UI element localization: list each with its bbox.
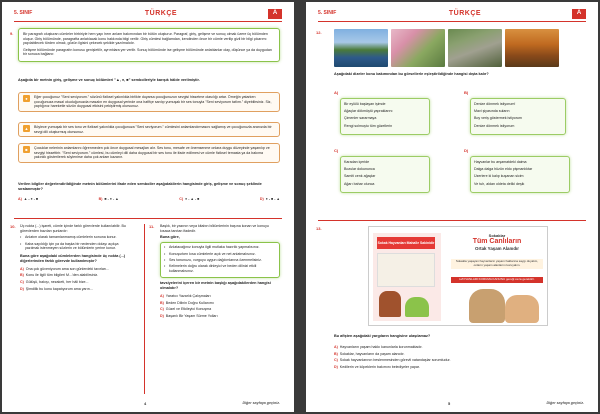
option-text: ■ - ● - ▲ [104, 197, 119, 201]
option-letter: C) [334, 358, 338, 363]
page-header [14, 8, 282, 19]
question-text: Bu afişten aşağıdaki yargıların hangisine ulaşılamaz? [334, 334, 431, 338]
option[interactable] [20, 273, 132, 278]
photo-strip [334, 29, 559, 67]
option-letter: B) [334, 351, 338, 356]
booklet-badge: A [268, 9, 282, 19]
option[interactable] [334, 352, 584, 357]
triangle-symbol-icon: ▲ [24, 125, 29, 131]
page-left [2, 2, 294, 412]
question-10 [20, 224, 132, 293]
option[interactable] [20, 280, 132, 285]
option-letter: D) [334, 365, 338, 370]
option-letter: D) [160, 313, 164, 318]
section-rule [318, 220, 586, 221]
option-letter: D) [259, 197, 264, 201]
option[interactable] [160, 294, 280, 299]
option-text: Yaratıcı Yazarlık Çalışmaları [165, 293, 211, 298]
option-letter: A) [20, 266, 24, 271]
question-label: Buna göre, [160, 235, 180, 240]
advice-list [164, 245, 276, 273]
option[interactable] [179, 197, 199, 202]
passage-paragraph: Gelişme bölümünde paragrafın konusu genişletilir, ayrıntılara yer verilir. Sonuç bölümünde ise gelişme bölümünde anlatılanlar olay, düşünce ya da duygudan bir sonuca bağlanır. [23, 47, 272, 57]
header-rule [14, 21, 282, 22]
poster-title-block [449, 233, 545, 252]
poem-card-a[interactable] [340, 98, 430, 135]
grade-label: 5. SINIF [14, 10, 33, 17]
poem-line: Denize dönmek istiyorum [474, 123, 515, 128]
list-item: • Kaba sayıldığı için ya da başka bir nedenden dolayı açıkça yazılmak istenmeyen sözlerin ve bölümlerin yerine konur. [20, 242, 132, 251]
option-letter: B) [98, 197, 103, 201]
question-number-9: 9. [10, 31, 14, 36]
poem-line: Mavi şiyasında suların [474, 109, 510, 114]
dog-image [379, 291, 401, 317]
poem-line: Denize dönmek istiyorum! [474, 102, 516, 106]
list-item: • Konuşurken kısa cümlelerle açık ve net anlatmalısınız. [164, 252, 276, 257]
list-item: • Anlatacağınız konuyla ilgili mutlaka hazırlık yapmalısınız. [164, 245, 276, 250]
poster-body: Sokakta yaşayan hayvanların yaşam haklarına saygı duyalım, onların yaşam alanlarını koruyalım. [451, 259, 543, 269]
poem-line: Ağarı bahar olunca [344, 181, 375, 186]
poem-line: Karadan içeride [344, 160, 370, 164]
question-number-12: 12. [316, 30, 322, 35]
options-list [334, 345, 584, 372]
subject-title: TÜRKÇE [448, 9, 482, 17]
option[interactable] [20, 287, 132, 292]
sentence-card [18, 92, 280, 112]
poster-title-line: Ortak Yaşam Alanıdır [475, 245, 519, 251]
poster-law-note: HAYVANLARI KORUMA KANUNU gereği ceza gerektirir. [451, 277, 543, 283]
question-intro: Üç nokta (...) işareti, cümle içinde farklı görevlerde kullanılabilir. Bu görevlerden bazıları şunlardır: [20, 224, 126, 233]
sentence-card [18, 143, 280, 163]
spring-blossom-photo [391, 29, 445, 67]
poem-line: Dalga dalga hüzün eldo pişmanlıktar [474, 167, 533, 172]
question-11 [160, 224, 280, 321]
option[interactable] [334, 365, 584, 370]
option-letter: C) [334, 148, 339, 153]
option-letter: B) [20, 273, 24, 278]
options-list [20, 267, 132, 292]
option-letter: C) [179, 197, 184, 201]
poem-line: Hayvanlar bu arşamatdeki daima [474, 160, 527, 164]
option-letter: B) [160, 300, 164, 305]
option-text: ▲ - ● - ■ [23, 197, 39, 201]
option-text: Başarılı Bir Yaşam Sürme Yolları [165, 313, 218, 318]
poem-line: Bir eylülü başlayan işimde [344, 102, 386, 106]
poem-line: Samiti cenk ağaçlar [344, 174, 376, 179]
list-item: • Anlatım olarak tamamlanmamış cümlelerin sonuna konur. [20, 235, 132, 240]
option-letter: C) [160, 307, 164, 312]
options-list [160, 294, 280, 319]
poem-card-b[interactable] [470, 98, 566, 135]
next-page-note: Diğer sayfaya geçiniz. [546, 401, 584, 406]
list-item: • Ses tonunuzu, vurguyu uygun dağılımlarına özenmelisiniz. [164, 258, 276, 263]
poster-notice-area [377, 253, 435, 287]
section-rule [14, 218, 282, 219]
poem-line: Bozular dokununca [344, 167, 375, 172]
puppy-image [469, 289, 505, 323]
option[interactable] [160, 301, 280, 306]
passage-box [18, 28, 280, 62]
poem-line: Boy veriş göstermek istiyorum [474, 116, 522, 121]
option-letter: A) [334, 90, 339, 95]
option-letter: D) [464, 148, 469, 153]
option-text: Konu ile ilgili tüm bilgileri M...'den alabilirsiniz. [25, 273, 99, 278]
sentence-text: Böylece yumuşak bir ses tonu ve fiziksel yakınlıkla çocuğunuza "Seni seviyorum." cümlesini anlamlandırmasını sağlamış ve çocuğunuzla aranızda bir sevgi dili oluşturmuş olursunuz. [34, 125, 272, 134]
poem-line: Ağaçlar dökmüştü yapraklarını [344, 109, 393, 114]
circle-symbol-icon: ● [23, 95, 30, 102]
question-text: Buna göre aşağıdaki cümlelerden hangisinde üç nokta (...) diğerlerinden farklı görevde kullanılmıştır? [20, 253, 126, 263]
option-text: Sokaklar, hayvanların da yaşam alanıdır. [339, 351, 405, 356]
question-number-11: 11. [149, 224, 155, 229]
grade-label: 5. SINIF [318, 10, 337, 17]
option[interactable] [334, 345, 584, 350]
option-letter: B) [464, 90, 469, 95]
poem-line: Ve tuh, aldan oldeta deliki deşik [474, 181, 525, 186]
poster-banner: Sokak Hayvanları Mahalle Sakinidir [377, 237, 435, 249]
question-number-13: 13. [316, 226, 322, 231]
option-letter: A) [334, 345, 338, 349]
option[interactable] [160, 314, 280, 319]
question-text: tavsiyelerini içeren bir metnin başlığı aşağıdakilerden hangisi olmalıdır? [160, 281, 271, 290]
option-text: ● - ■ - ▲ [265, 197, 280, 201]
question-text: Verilen bilgiler değerlendirildiğinde metnin bölümlerini ifade eden semboller aşağıdakilerin hangisinde giriş, gelişme ve sonuç şeklinde sıralanmıştır? [18, 182, 262, 191]
passage-paragraph: Bir paragrafı oluşturan cümleler birbiriyle hem yapı hem anlam bakımından bir bütün oluşturur. Paragraf, giriş, gelişme ve sonuç olmak üzere üç bölümden oluşur. Giriş bölümünde, paragrafta anlatılacak konu hakkında bilgi verilir. Giriş cümlesi bağlamdan, kendinden önce bir cümle verilip gizli bir bilgi çıkarımı yapılabilecek türden olmalı, gözün ilgisini çekecek şekilde yazılmalıdır. [23, 32, 268, 46]
option-text: Beden Dilinin Doğru Kullanımı [165, 300, 214, 305]
option[interactable] [18, 197, 38, 202]
sentence-card [18, 122, 280, 137]
next-page-note: Diğer sayfaya geçiniz. [242, 401, 280, 406]
advice-box [160, 242, 280, 278]
page-number: 4 [144, 400, 147, 406]
sentence-text: Çocuklar nelerinin anlamlarını öğrenmeden çok önce duygusal mesajları alır. Ses tonu, mesafe ve önemsenme onlara duygu düzeyinde yaşanılıp ve sevgiyi hissettirir. "Seni seviyorum." cümlesi, bu cümleyi dili daha duygusal bir ses tonu ile ifade edilmesi ve cümle fiziksel temasta ya da bakıma yakınlık gösterilerek söylenirse daha çok anlam kazanır. [34, 146, 270, 160]
option-letter: C) [20, 280, 24, 285]
option[interactable] [260, 197, 280, 202]
question-text: Aşağıdaki dizeler konu bakımından bu görsellerle eşleştirildiğinde hangisi dışta kalır? [334, 72, 489, 76]
list-item: • Kelimelerin doğru olarak dinleyici ve beden dilinizi etkili kullanmalısınız. [164, 264, 276, 273]
rule-list [20, 235, 132, 251]
poem-line: Üzerlere ki kalıp kuşanan sicim [474, 174, 524, 179]
option-text: Hayvanların yaşam hakkı kanunlarla korunmaktadır. [339, 345, 423, 349]
subject-title: TÜRKÇE [144, 9, 178, 17]
options-row [18, 197, 280, 202]
option[interactable] [160, 307, 280, 312]
option-text: Güzel ve Etkileyici Konuşma [165, 307, 212, 312]
column-divider [144, 224, 145, 394]
option-text: Şimdilik bu konu kapatıyorum ama yarın... [25, 286, 93, 291]
option-letter: A) [18, 197, 22, 201]
seaside-photo [334, 29, 388, 67]
option-text: Gülüşü, bakışı, nezaketi, her hâli bize... [25, 280, 89, 285]
option[interactable] [20, 267, 132, 272]
booklet-badge: A [572, 9, 586, 19]
option-text: Sokak hayvanlarının beslenmesinden görevli vatandaşlar sorumludur. [339, 358, 451, 363]
header-rule [318, 21, 586, 22]
option[interactable] [99, 197, 119, 202]
poem-line: Rengi solmuştu tüm güzellerin [344, 123, 393, 128]
page-header [318, 8, 586, 19]
question-stem: Aşağıda bir metnin giriş, gelişme ve sonuç bölümleri "▲, ●, ■" sembolleriyle karışık hâlde verilmiştir. [18, 78, 200, 82]
question-intro: Başlık, bir yazının veya kitabın bölümlerinin başına konan ve konuyu kısaca tanıtan ifadedir. [160, 224, 269, 233]
page-right [306, 2, 598, 412]
awareness-poster [368, 226, 548, 326]
kitten-image [505, 295, 539, 323]
bowl-image [405, 297, 429, 317]
poem-card-d[interactable] [470, 156, 570, 193]
poem-card-c[interactable] [340, 156, 430, 193]
question-number-10: 10. [10, 224, 16, 229]
poster-title-line: Sokaklar [488, 233, 506, 238]
option-letter: A) [160, 293, 164, 298]
option-text: ● - ▲ - ■ [185, 197, 200, 201]
poster-title-line: Tüm Canlıların [472, 238, 522, 246]
option-text: Ona çok güveniyorum ama son günlerdeki tavırları... [25, 266, 110, 271]
autumn-photo [505, 29, 559, 67]
bird-photo [448, 29, 502, 67]
option-letter: D) [20, 286, 24, 291]
option[interactable] [334, 358, 584, 363]
square-symbol-icon: ■ [23, 146, 30, 153]
page-number: 5 [448, 400, 451, 406]
poem-line: Çimenler sararmaya [344, 116, 377, 121]
sentence-text: Eğer çocuğunuz "Seni seviyorum." sözünü fiziksel yakınlıkla birlikte duyarsa çocuğunuzun sevgisi hissetme olasılığı artar. Örneğin yatarken çocuğunuza masal okuduğunuzda masalın en duygusal yerinde ona hafifçe sarılıp yumuşak bir ses tonuyla "Seni seviyorum tatlım." diyebilirsiniz. Siz, yaptığınız hareketle sözün duygusal etkisini pekiştirmiş olursunuz. [34, 95, 272, 109]
option-text: Kedilerin ve köpeklerin bakımını belediyeler yapar. [339, 365, 420, 370]
